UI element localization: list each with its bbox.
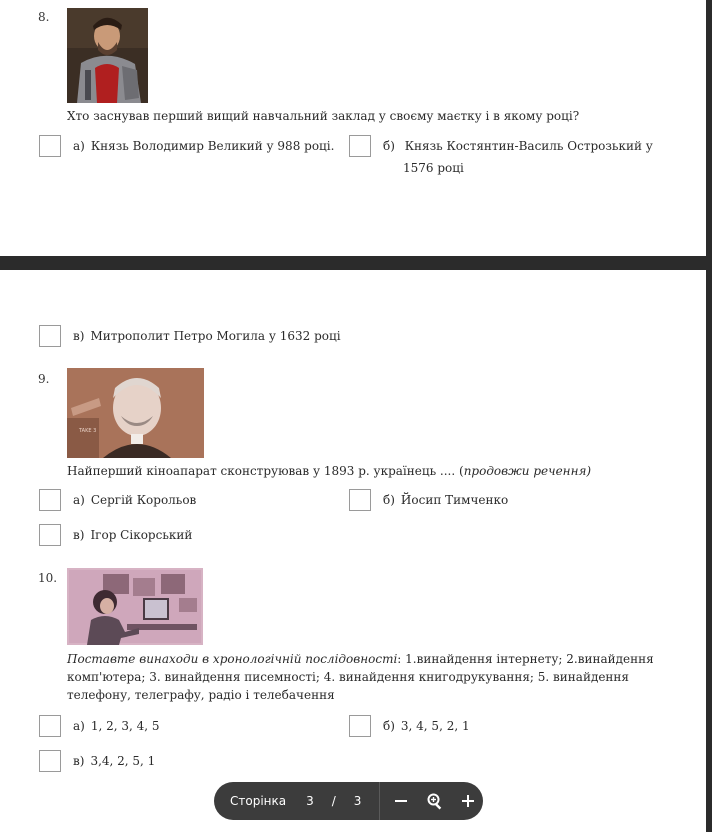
option-letter: в) [73, 528, 85, 542]
option-label: Йосип Тимченко [400, 493, 509, 507]
option-c[interactable] [39, 325, 341, 347]
question-text-main: Найперший кіноапарат сконструював у 1893 р. українець .... ( [67, 464, 464, 478]
portrait-image-ostrozky [67, 8, 148, 103]
option-letter: а) [73, 719, 85, 733]
option-label: Князь Володимир Великий у 988 році. [90, 139, 335, 153]
option-c[interactable] [39, 524, 192, 546]
option-label: 3, 4, 5, 2, 1 [400, 719, 470, 733]
plus-icon [460, 793, 476, 809]
option-a[interactable] [39, 715, 160, 737]
minus-icon [393, 793, 409, 809]
page-label: Сторінка [230, 794, 287, 808]
option-label: Ігор Сікорський [90, 528, 193, 542]
clapperboard-caption: TAKE 3 [79, 428, 97, 434]
option-label: 1, 2, 3, 4, 5 [90, 719, 160, 733]
option-checkbox[interactable] [349, 489, 371, 511]
option-label: Митрополит Петро Могила у 1632 році [90, 329, 341, 343]
zoom-out-button[interactable] [386, 786, 416, 816]
fit-zoom-button[interactable] [420, 786, 450, 816]
option-b[interactable] [349, 715, 470, 737]
option-checkbox[interactable] [39, 750, 61, 772]
option-label: Князь Костянтин-Василь Острозький у [404, 139, 653, 153]
option-checkbox[interactable] [39, 524, 61, 546]
option-b[interactable] [349, 135, 653, 179]
option-letter: б) [383, 493, 395, 507]
total-pages: 3 [353, 794, 362, 808]
option-a[interactable] [39, 135, 334, 157]
zoom-in-button[interactable] [453, 786, 483, 816]
option-checkbox[interactable] [39, 135, 61, 157]
option-letter: в) [73, 754, 85, 768]
page-separator: / [331, 794, 336, 808]
option-letter: а) [73, 493, 85, 507]
question-number: 8. [38, 10, 50, 24]
question-text-line1: : 1.винайдення інтернету; 2.винайдення [397, 652, 654, 666]
option-letter: а) [73, 139, 85, 153]
portrait-image-tymchenko [67, 368, 204, 458]
question-text-line3: телефону, телеграфу, радіо і телебачення [67, 688, 335, 702]
question-number: 9. [38, 372, 50, 386]
option-b[interactable] [349, 489, 508, 511]
option-a[interactable] [39, 489, 196, 511]
question-text [67, 462, 591, 480]
option-checkbox[interactable] [39, 489, 61, 511]
option-checkbox[interactable] [39, 715, 61, 737]
question-text-line2: комп'ютера; 3. винайдення писемності; 4. винайдення книгодрукування; 5. винайдення [67, 670, 630, 684]
question-text-italic: продовжи речення) [463, 464, 592, 478]
option-label: 3,4, 2, 5, 1 [90, 754, 156, 768]
question-text: Хто заснував перший вищий навчальний заклад у своєму маєтку і в якому році? [67, 109, 580, 123]
option-checkbox[interactable] [39, 325, 61, 347]
page-navigation-toolbar [214, 782, 483, 820]
document-page-top [0, 0, 706, 256]
option-label: Сергій Корольов [90, 493, 197, 507]
document-page-bottom [0, 270, 706, 832]
option-label-continued: 1576 році [403, 161, 464, 175]
toolbar-divider [379, 782, 380, 820]
question-number: 10. [38, 571, 58, 585]
question-text [67, 650, 667, 704]
current-page-number[interactable]: 3 [306, 794, 314, 808]
option-letter: б) [383, 719, 395, 733]
option-c[interactable] [39, 750, 155, 772]
option-letter: в) [73, 329, 85, 343]
option-letter: б) [383, 139, 395, 153]
option-checkbox[interactable] [349, 135, 371, 157]
magnifier-icon [426, 792, 444, 810]
illustration-image-inventions [67, 568, 203, 645]
question-text-italic: Поставте винаходи в хронологічній послідовності [67, 652, 398, 666]
option-checkbox[interactable] [349, 715, 371, 737]
